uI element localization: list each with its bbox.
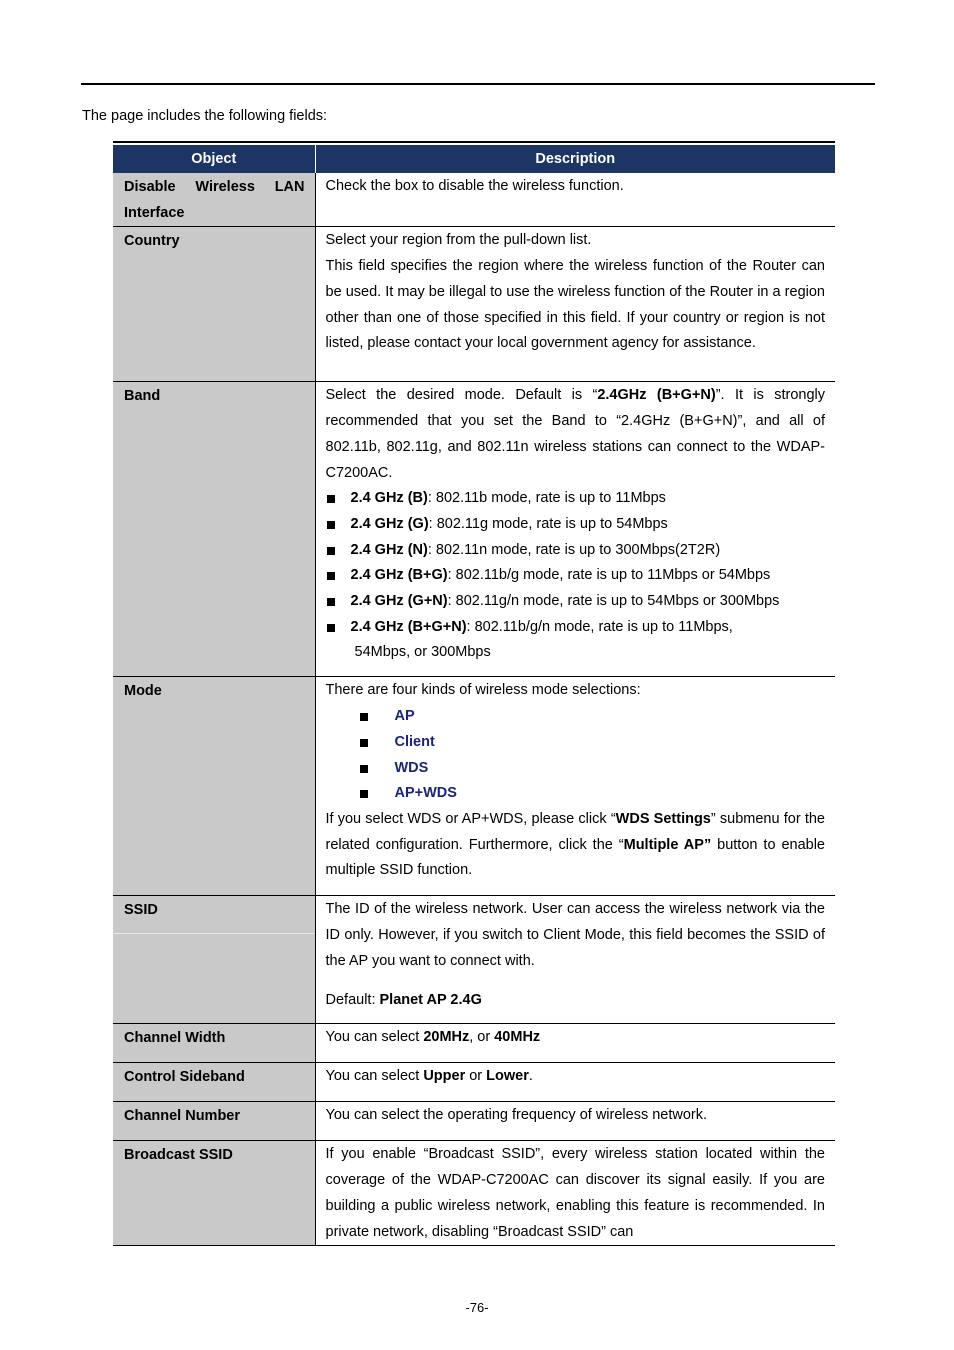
object-cell: Country	[113, 227, 315, 382]
cell-divider	[113, 933, 315, 934]
mode-list	[326, 704, 826, 807]
desc-text: You can select Upper or Lower.	[325, 1068, 533, 1085]
default-text: Default: Planet AP 2.4G	[325, 991, 482, 1008]
page-number: -76-	[465, 1300, 489, 1315]
description-cell	[315, 1024, 835, 1063]
list-item: 2.4 GHz (N): 802.11n mode, rate is up to 300Mbps(2T2R)	[326, 538, 826, 564]
description-cell	[315, 896, 835, 1024]
description-cell	[315, 227, 835, 382]
table-row	[113, 896, 835, 1024]
object-cell: Mode	[113, 677, 315, 896]
table-row	[113, 382, 835, 677]
desc-text: If you select WDS or AP+WDS, please click “WDS Settings” submenu for the related configuration. Furthermore, click the “Multiple AP” button to enable multiple SSID function.	[325, 810, 825, 879]
mode-item: AP	[326, 704, 826, 730]
table-row	[113, 227, 835, 382]
header-description: Description	[315, 145, 835, 173]
desc-text: Check the box to disable the wireless function.	[325, 178, 624, 194]
list-item: 2.4 GHz (B+G): 802.11b/g mode, rate is up to 11Mbps or 54Mbps	[326, 563, 826, 589]
table-row	[113, 1141, 835, 1246]
desc-text: Select your region from the pull-down list.	[325, 232, 592, 249]
desc-text: There are four kinds of wireless mode selections:	[325, 682, 641, 699]
list-item: 2.4 GHz (G): 802.11g mode, rate is up to 54Mbps	[326, 512, 826, 538]
object-cell: Channel Number	[113, 1102, 315, 1141]
object-cell: Control Sideband	[113, 1063, 315, 1102]
intro-text: The page includes the following fields:	[82, 108, 328, 124]
mode-item: Client	[326, 730, 826, 756]
desc-text: Select the desired mode. Default is “2.4GHz (B+G+N)”. It is strongly recommended that you set the Band to “2.4GHz (B+G+N)”, and all of 802.11b, 802.11g, and 802.11n wireless stations can connect to the WDAP-C7200AC.	[325, 387, 826, 481]
desc-text: The ID of the wireless network. User can access the wireless network via the ID only. However, if you switch to Client Mode, this field becomes the SSID of the AP you want to connect with.	[325, 901, 825, 969]
table-row	[113, 1063, 835, 1102]
desc-text: This field specifies the region where the wireless function of the Router can be used. It may be illegal to use the wireless function of the Router in a region other than one of those specified in this field. If your country or region is not listed, please contact your local government agency for assistance.	[325, 258, 825, 352]
description-cell	[315, 677, 835, 896]
table-row	[113, 1102, 835, 1141]
mode-item: AP+WDS	[326, 781, 826, 807]
desc-text: You can select the operating frequency of wireless network.	[325, 1107, 708, 1124]
desc-text: If you enable “Broadcast SSID”, every wireless station located within the coverage of the WDAP-C7200AC can discover its signal easily. If you are building a public wireless network, enabling this feature is recommended. In private network, disabling “Broadcast SSID” can	[325, 1146, 825, 1240]
desc-text: You can select 20MHz, or 40MHz	[325, 1029, 541, 1046]
object-cell: Broadcast SSID	[113, 1141, 315, 1246]
object-cell: Disable Wireless LAN Interface	[113, 173, 315, 227]
description-cell	[315, 1063, 835, 1102]
list-item: 2.4 GHz (B+G+N): 802.11b/g/n mode, rate is up to 11Mbps, 54Mbps, or 300Mbps	[326, 615, 826, 666]
band-list	[326, 486, 826, 666]
description-cell	[315, 382, 835, 677]
list-item: 2.4 GHz (G+N): 802.11g/n mode, rate is up to 54Mbps or 300Mbps	[326, 589, 826, 615]
header-rule	[81, 83, 875, 85]
mode-item: WDS	[326, 756, 826, 782]
list-item: 2.4 GHz (B): 802.11b mode, rate is up to 11Mbps	[326, 486, 826, 512]
table-top-rule	[113, 141, 835, 143]
header-object: Object	[113, 145, 315, 173]
object-cell: Band	[113, 382, 315, 677]
fields-table	[113, 145, 835, 1246]
table-row	[113, 173, 835, 227]
table-row	[113, 1024, 835, 1063]
object-cell: Channel Width	[113, 1024, 315, 1063]
description-cell	[315, 173, 835, 227]
description-cell	[315, 1141, 835, 1246]
table-row	[113, 677, 835, 896]
description-cell	[315, 1102, 835, 1141]
table-header-row	[113, 145, 835, 173]
object-cell: SSID	[113, 896, 315, 1024]
